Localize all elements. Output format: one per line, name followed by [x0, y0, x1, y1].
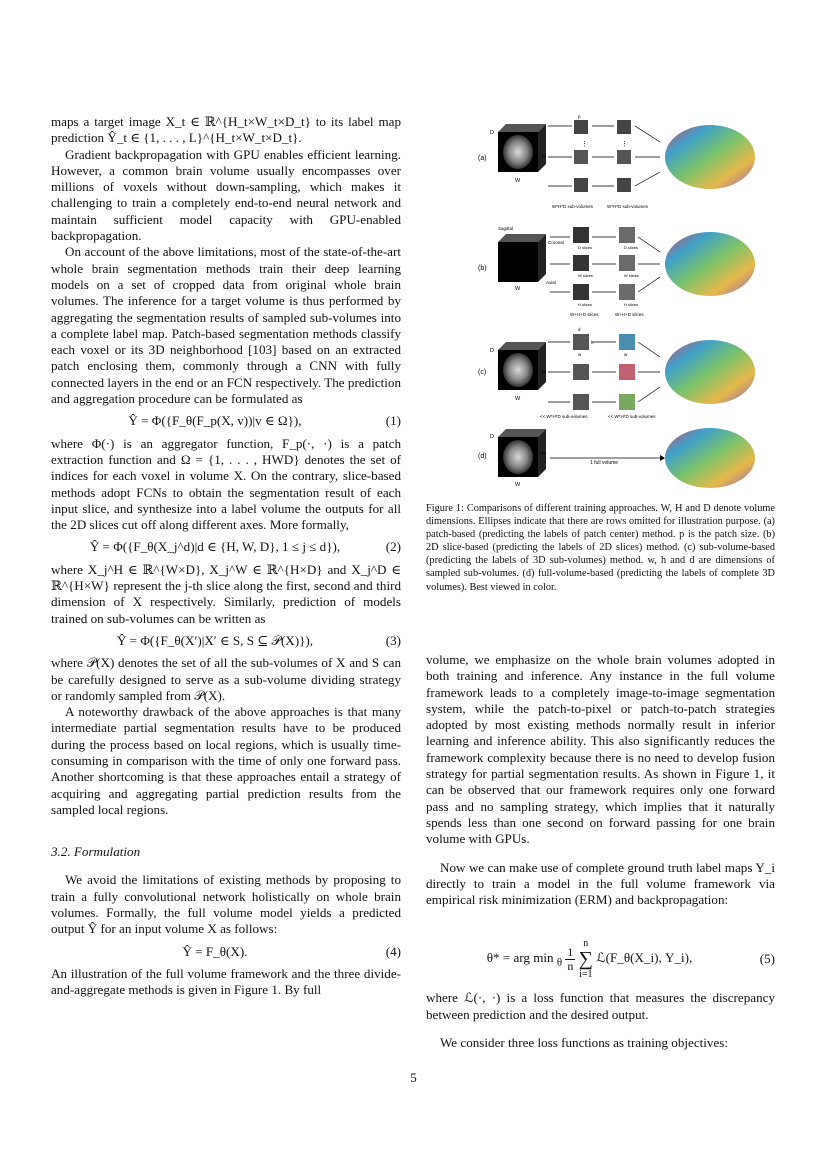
row-label-a: (a) — [478, 155, 487, 162]
paragraph: A noteworthy drawback of the above approaches is that many intermediate partial segmentation results have to be produced during the process based on local regions, which is usually time-consuming in comparison with the time of only one forward pass. Another shortcoming is that these approaches entail a strategy of acquiring and aggregating partial prediction results from the sampled local regions. — [51, 704, 401, 817]
axis-label: D — [490, 130, 494, 136]
caption-label: W slices — [578, 273, 593, 278]
axis-label: W — [515, 286, 521, 292]
equation-number: (1) — [385, 413, 401, 429]
equation-1 — [51, 413, 401, 429]
paragraph: where ℒ(·, ·) is a loss function that measures the discrepancy between prediction and the desired output. — [426, 990, 775, 1022]
caption-label: W*H*D sub-volumes — [552, 204, 594, 209]
subvolume-column-2 — [619, 334, 635, 410]
ellipsis: ⋮ — [621, 141, 628, 148]
right-column — [426, 652, 775, 1051]
caption-label: W+H+D slices — [570, 312, 599, 317]
equation-body: Ŷ = Φ({F_θ(F_p(X, v))|v ∈ Ω}), — [128, 413, 302, 429]
axis-label: D — [490, 434, 494, 440]
equation-4 — [51, 944, 401, 960]
page-number: 5 — [410, 1070, 417, 1085]
equation-body: Ŷ = Φ({F_θ(X_j^d)|d ∈ {H, W, D}, 1 ≤ j ≤ d}), — [89, 539, 341, 555]
segmentation-brain-c — [665, 340, 755, 404]
ellipsis: ⋮ — [581, 141, 588, 148]
axis-label: W — [515, 396, 521, 402]
equation-2 — [51, 539, 401, 555]
caption-label: W+H+D slices — [615, 312, 644, 317]
patch-column-2 — [617, 120, 631, 192]
volume-cube-a — [498, 124, 546, 172]
left-column — [51, 114, 401, 999]
equation-3 — [51, 633, 401, 649]
paragraph: We consider three loss functions as training objectives: — [440, 1035, 729, 1051]
axis-label: Coronal — [548, 240, 564, 245]
row-label-d: (d) — [478, 453, 487, 460]
row-label-c: (c) — [478, 369, 487, 376]
axis-label: D — [490, 348, 494, 354]
row-label-b: (b) — [478, 265, 487, 272]
eq5-lhs: θ* = arg min — [486, 950, 554, 966]
equation-number: (2) — [385, 539, 401, 555]
paragraph: Gradient backpropagation with GPU enables efficient learning. However, a common brain volume usually encompasses over millions of voxels without down-sampling, which makes it challenging to train a completely end-to-end neural network and maintain sufficient model capacity with GPU-enabled backpropagation. — [51, 146, 401, 244]
equation-number: (5) — [759, 951, 775, 967]
figure-caption: Figure 1: Comparisons of different training approaches. W, H and D denote volume dimensions. Ellipses indicate that there are rows omitted for illustration purpose. (a) patch-based (predicting the labels of patch center) method. p is the patch size. (b) 2D slice-based (predicting the labels of 2D slices) method. (c) sub-volume-based (predicting the labels of 3D sub-volumes) method. w, h and d are dimensions of sampled sub-volumes. (d) full-volume-based (predicting the labels of complete 3D volumes). Best viewed in color. — [426, 503, 775, 593]
paragraph: where X_j^H ∈ ℝ^{W×D}, X_j^W ∈ ℝ^{H×D} and X_j^D ∈ ℝ^{H×W} represent the j-th slice along the first, second and third dimension of X respectively. Similarly, prediction of models trained on sub-volumes can be written as — [51, 561, 401, 626]
eq5-fraction — [565, 946, 575, 973]
caption-label: << W*H*D sub-volumes — [608, 414, 656, 419]
eq5-sub: θ — [556, 957, 563, 970]
caption-label: D slices — [624, 245, 639, 250]
frac-bottom: n — [567, 958, 574, 973]
axis-label: w — [624, 352, 628, 357]
paragraph: We avoid the limitations of existing methods by proposing to train a fully convolutional network holistically on whole brain volumes. Formally, the full volume model yields a predicted output Ŷ for an input volume X as follows: — [51, 872, 401, 937]
volume-cube-d — [498, 429, 546, 477]
caption-label: << W*H*D sub-volumes — [540, 414, 588, 419]
axis-label: Axial — [546, 280, 556, 285]
equation-body: Ŷ = Φ({F_θ(X′)|X′ ∈ S, S ⊆ 𝒫(X)}), — [116, 632, 314, 648]
frac-top: 1 — [567, 944, 574, 959]
paragraph: Now we can make use of complete ground truth label maps Y_i directly to train a model in the full volume framework via empirical risk minimization (ERM) and backpropagation: — [426, 859, 775, 908]
axis-label: H — [542, 451, 546, 457]
axis-label: W — [515, 178, 521, 184]
caption-label: H slices — [624, 302, 639, 307]
volume-cube-c — [498, 342, 546, 390]
equation-number: (3) — [385, 632, 401, 648]
segmentation-brain-b — [665, 232, 755, 296]
axis-label: d — [578, 327, 581, 332]
section-heading: 3.2. Formulation — [51, 844, 141, 860]
axis-label: W — [515, 482, 521, 488]
slice-column-1 — [573, 227, 589, 300]
caption-label: W*H*D sub-volumes — [607, 204, 649, 209]
paragraph: volume, we emphasize on the whole brain volumes adopted in both training and inference. Any instance in the full volume framework leads to a completely image-to-image segmentation system, while the patch-to-pixel or patch-to-patch strategies adopted by most existing methods normally result in inferior learning and inference ability. This also significantly reduces the framework complexity because there is no need to develop fusion strategy for partial segmentation results. As shown in Figure 1, it can be observed that our framework requires only one forward pass and no sampling strategy, which implies that it naturally spends less than one second on forward passing for one brain volume with GPUs. — [426, 652, 775, 847]
equation-number: (4) — [385, 943, 401, 959]
axis-label: H — [542, 154, 546, 160]
sum-bottom: i=1 — [579, 969, 593, 981]
paragraph: On account of the above limitations, most of the state-of-the-art whole brain segmentation methods train their deep learning models on a set of cropped data from original whole brain volumes. The inference for a target volume is thus performed by aggregating the segmentation results of sampled sub-volumes into a complete label map. Patch-based segmentation methods classify each voxel or its 3D neighborhood [103] based on an extracted patch enclosing them, commonly through a CNN with fully connected layers in the end or an FCN respectively. The prediction and aggregation procedure can be formulated as — [51, 244, 401, 407]
equation-5 — [426, 938, 775, 980]
slice-column-2 — [619, 227, 635, 300]
caption-label: H slices — [578, 302, 593, 307]
eq5-rhs: ℒ(F_θ(X_i), Y_i), — [596, 950, 693, 966]
axis-label: h — [591, 340, 594, 345]
figure-1 — [470, 112, 770, 492]
paragraph: An illustration of the full volume framework and the three divide-and-aggregate methods is given in Figure 1. By full — [51, 965, 401, 998]
equation-body: Ŷ = F_θ(X). — [182, 943, 248, 959]
segmentation-brain-d — [665, 428, 755, 488]
caption-label: W slices — [624, 273, 639, 278]
volume-cube-b — [498, 234, 546, 282]
caption-label: 1 full volume — [590, 460, 619, 466]
paragraph: maps a target image X_t ∈ ℝ^{H_t×W_t×D_t} to its label map prediction Ŷ_t ∈ {1, . . . , L}^{H_t×W_t×D_t}. — [51, 114, 401, 146]
segmentation-brain-a — [665, 125, 755, 189]
axis-label: Sagittal — [498, 226, 514, 231]
caption-label: D slices — [578, 245, 593, 250]
subvolume-column-1 — [573, 334, 589, 410]
equation-body — [426, 938, 753, 980]
axis-label: H — [542, 370, 546, 376]
eq5-sum: n ∑ i=1 — [578, 938, 593, 981]
patch-column-1 — [574, 120, 588, 192]
paragraph: where Φ(·) is an aggregator function, F_p(·, ·) is a patch extraction function and Ω = {1, . . . , HWD} denotes the set of indices for each voxel in volume X. On the contrary, slice-based methods adopt FCNs to obtain the segmentation result of each input slice, and synthesize into a label volume the outputs for all the 2D slices cut off along different axes. More formally, — [51, 435, 401, 533]
sum-top: n — [583, 938, 589, 950]
axis-label: w — [578, 352, 582, 357]
axis-label: p — [578, 114, 581, 119]
paragraph: where 𝒫(X) denotes the set of all the sub-volumes of X and S can be carefully designed to serve as a sub-volume dividing strategy or randomly sampled from 𝒫(X). — [51, 655, 401, 703]
